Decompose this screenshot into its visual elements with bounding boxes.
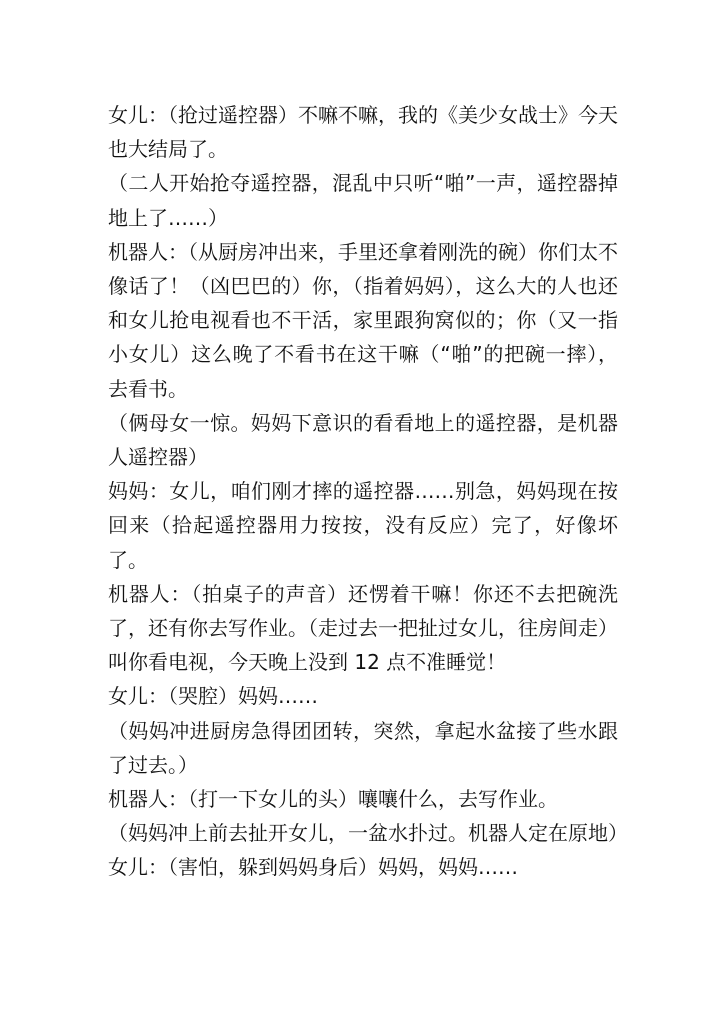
dialogue-paragraph-11: 女儿：（害怕，躲到妈妈身后）妈妈，妈妈…… [108,855,518,880]
stage-direction-paragraph-2: （二人开始抢夺遥控器，混乱中只听“啪”一声，遥控器掉地上了……） [108,171,618,230]
dialogue-paragraph-5: 妈妈：女儿，咱们刚才摔的遥控器……别急，妈妈现在按回来（拾起遥控器用力按按，没有反应）完了，好像坏了。 [108,479,618,572]
dialogue-paragraph-6: 机器人：（拍桌子的声音）还愣着干嘛！你还不去把碗洗了，还有你去写作业。（走过去一把扯过女儿，往房间走）叫你看电视，今天晚上没到 12 点不准睡觉！ [108,581,618,675]
dialogue-paragraph-7: 女儿：（哭腔）妈妈…… [108,684,318,709]
dialogue-paragraph-9: 机器人：（打一下女儿的头）嚷嚷什么，去写作业。 [108,787,558,812]
stage-direction-paragraph-10: （妈妈冲上前去扯开女儿，一盆水扑过。机器人定在原地） [108,821,628,846]
document-body [108,98,628,885]
stage-direction-paragraph-8: （妈妈冲进厨房急得团团转，突然，拿起水盆接了些水跟了过去。） [108,718,618,777]
stage-direction-paragraph-4: （俩母女一惊。妈妈下意识的看看地上的遥控器，是机器人遥控器） [108,410,618,470]
dialogue-paragraph-1: 女儿：（抢过遥控器）不嘛不嘛，我的《美少女战士》今天也大结局了。 [108,103,618,162]
dialogue-paragraph-3: 机器人：（从厨房冲出来，手里还拿着刚洗的碗）你们太不像话了！（凶巴巴的）你，（指着妈妈），这么大的人也还和女儿抢电视看也不干活，家里跟狗窝似的；你（又一指小女儿）这么晚了不看书在这干嘛（“啪”的把碗一摔），去看书。 [108,239,618,401]
